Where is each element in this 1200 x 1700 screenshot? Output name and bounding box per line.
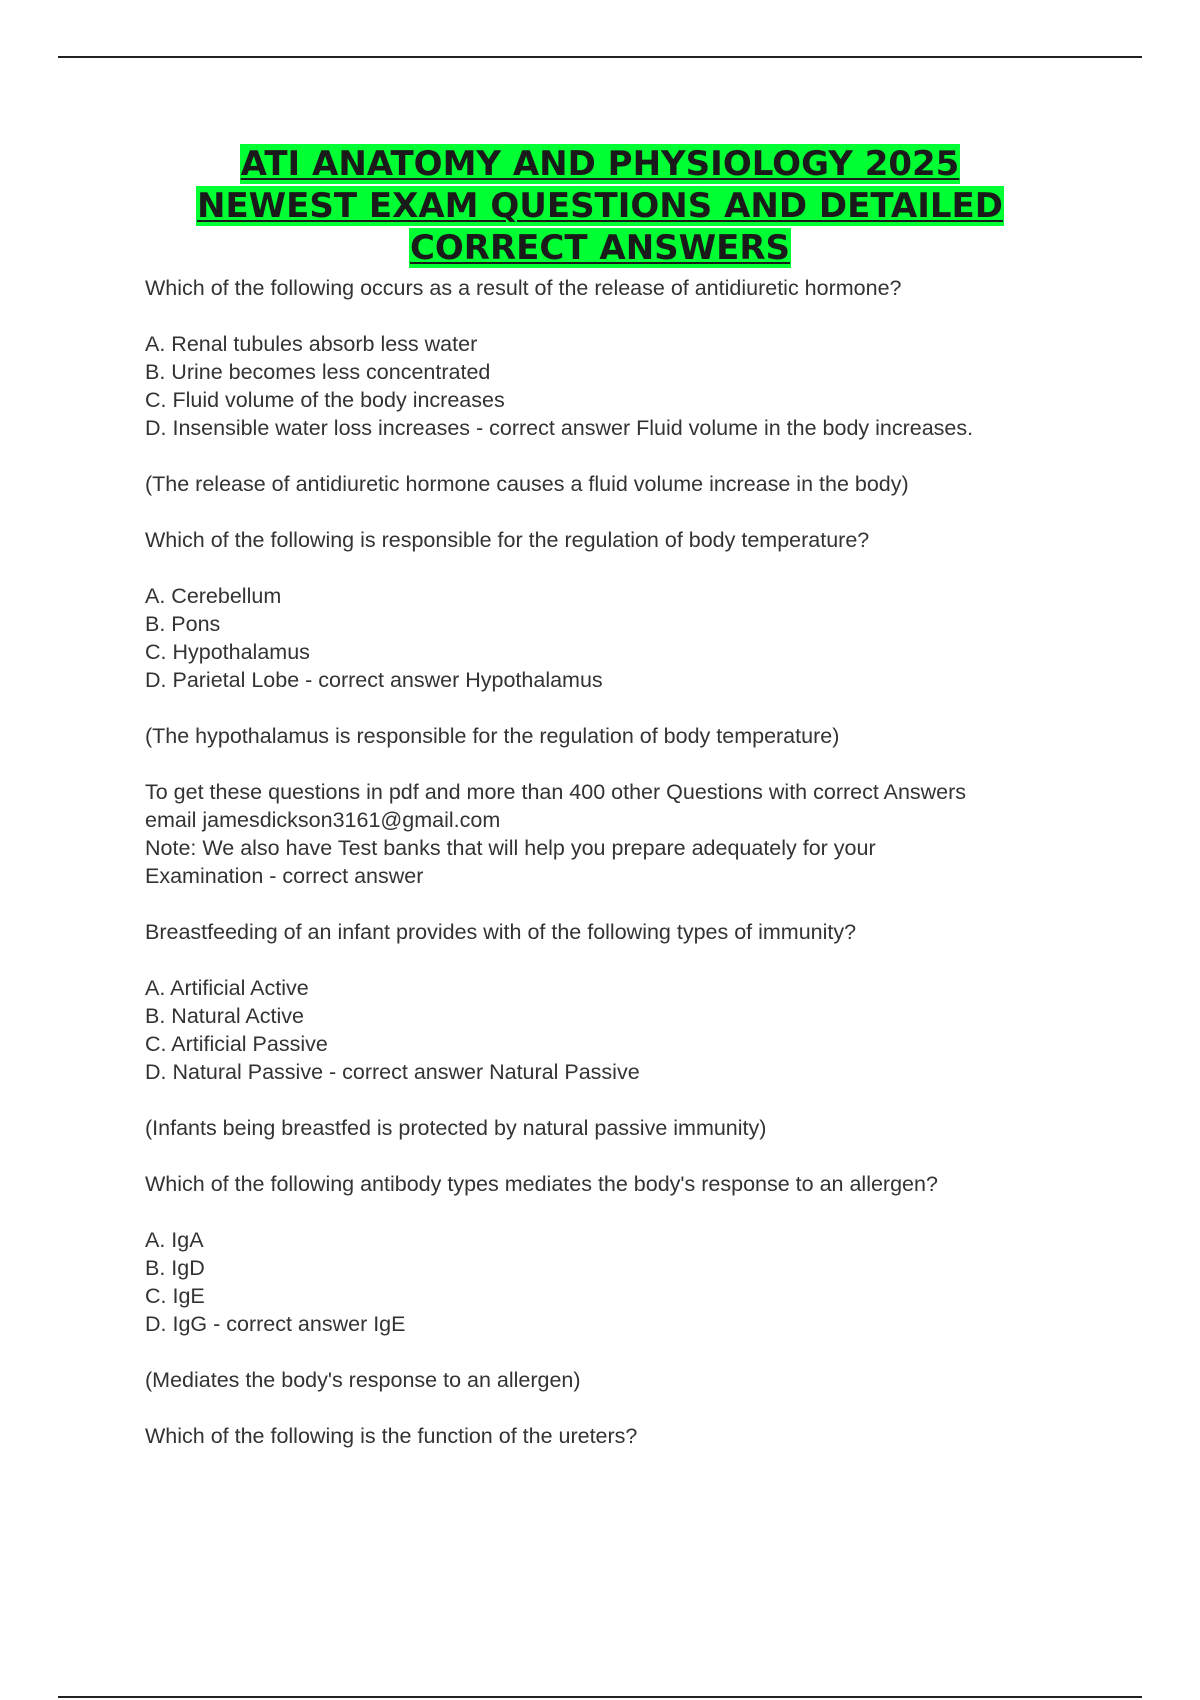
explanation-text: (The release of antidiuretic hormone causes a fluid volume increase in the body) [145, 472, 909, 496]
question-text: Which of the following is the function of the ureters? [145, 1424, 638, 1448]
option-b: B. Natural Active [145, 1004, 304, 1028]
footer-rule [58, 1696, 1142, 1698]
document-body [145, 274, 1145, 1450]
option-d-answer: D. IgG - correct answer IgE [145, 1312, 406, 1336]
question-block [145, 274, 1145, 526]
promo-email: email jamesdickson3161@gmail.com [145, 808, 501, 832]
question-block [145, 918, 1145, 1170]
option-c: C. Hypothalamus [145, 640, 310, 664]
document-title [0, 143, 1200, 269]
option-b: B. Pons [145, 612, 221, 636]
option-c: C. Artificial Passive [145, 1032, 328, 1056]
question-block [145, 1170, 1145, 1422]
explanation-text: (Infants being breastfed is protected by natural passive immunity) [145, 1116, 767, 1140]
explanation-text: (The hypothalamus is responsible for the regulation of body temperature) [145, 724, 840, 748]
title-line-2: NEWEST EXAM QUESTIONS AND DETAILED [196, 186, 1003, 226]
option-a: A. Renal tubules absorb less water [145, 332, 478, 356]
question-text: Which of the following is responsible for the regulation of body temperature? [145, 528, 870, 552]
header-rule [58, 56, 1142, 58]
question-block [145, 526, 1145, 778]
promo-line: To get these questions in pdf and more than 400 other Questions with correct Answers [145, 780, 967, 804]
title-line-3: CORRECT ANSWERS [409, 228, 791, 268]
promo-line: Examination - correct answer [145, 864, 424, 888]
option-d-answer: D. Parietal Lobe - correct answer Hypothalamus [145, 668, 603, 692]
option-b: B. Urine becomes less concentrated [145, 360, 491, 384]
promo-block [145, 778, 1145, 918]
option-a: A. IgA [145, 1228, 204, 1252]
explanation-text: (Mediates the body's response to an allergen) [145, 1368, 581, 1392]
option-d-answer: D. Natural Passive - correct answer Natural Passive [145, 1060, 640, 1084]
option-a: A. Cerebellum [145, 584, 282, 608]
question-text: Breastfeeding of an infant provides with of the following types of immunity? [145, 920, 857, 944]
title-line-1: ATI ANATOMY AND PHYSIOLOGY 2025 [240, 144, 960, 184]
question-text: Which of the following antibody types mediates the body's response to an allergen? [145, 1172, 938, 1196]
option-a: A. Artificial Active [145, 976, 309, 1000]
option-b: B. IgD [145, 1256, 205, 1280]
question-text: Which of the following occurs as a result of the release of antidiuretic hormone? [145, 276, 902, 300]
question-block [145, 1422, 1145, 1450]
promo-line: Note: We also have Test banks that will help you prepare adequately for your [145, 836, 876, 860]
option-c: C. Fluid volume of the body increases [145, 388, 505, 412]
option-c: C. IgE [145, 1284, 205, 1308]
option-d-answer: D. Insensible water loss increases - correct answer Fluid volume in the body increases. [145, 416, 974, 440]
